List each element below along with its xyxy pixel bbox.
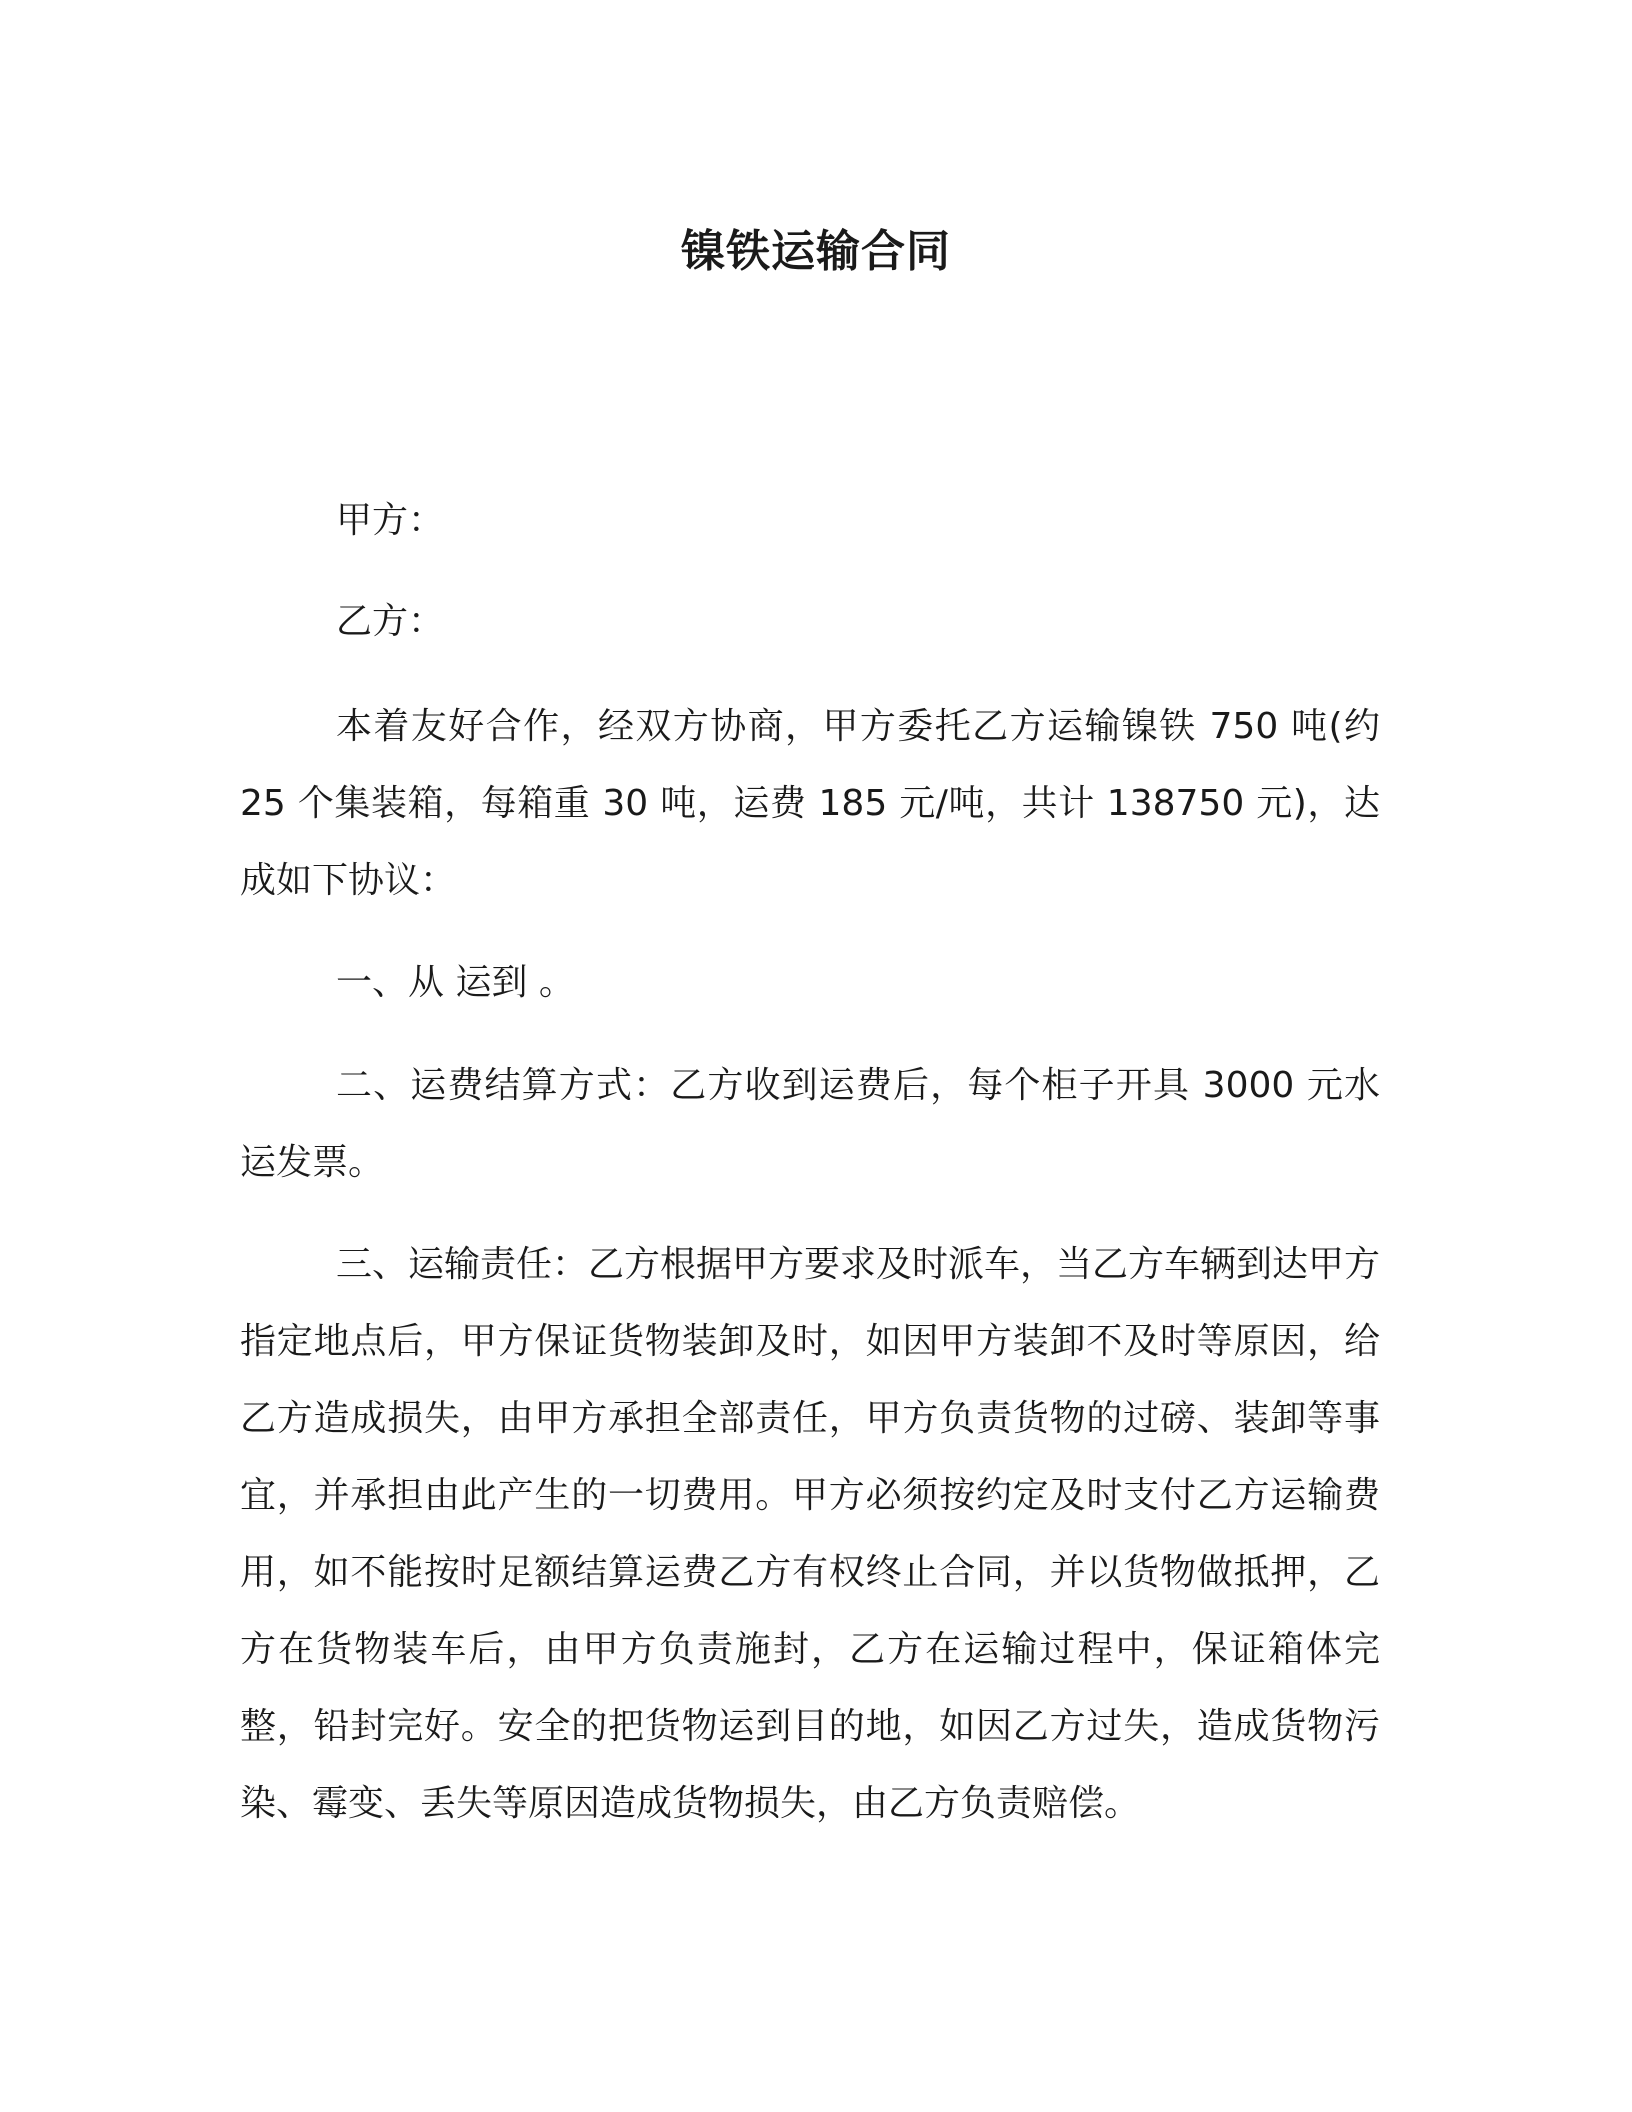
document-title: 镍铁运输合同 bbox=[681, 226, 951, 277]
clause-2: 二、运费结算方式：乙方收到运费后，每个柜子开具 3000 元水运发票。 bbox=[240, 1065, 1380, 1183]
clause-1: 一、从 运到 。 bbox=[336, 962, 575, 1003]
intro-paragraph: 本着友好合作，经双方协商，甲方委托乙方运输镍铁 750 吨(约 25 个集装箱，每箱重 30 吨，运费 185 元/吨，共计 138750 元)，达成如下协议： bbox=[240, 706, 1380, 901]
clause-3: 三、运输责任：乙方根据甲方要求及时派车，当乙方车辆到达甲方指定地点后，甲方保证货物装卸及时，如因甲方装卸不及时等原因，给乙方造成损失，由甲方承担全部责任，甲方负责货物的过磅、装卸等事宜，并承担由此产生的一切费用。甲方必须按约定及时支付乙方运输费用，如不能按时足额结算运费乙方有权终止合同，并以货物做抵押，乙方在货物装车后，由甲方负责施封，乙方在运输过程中，保证箱体完整，铅封完好。安全的把货物运到目的地，如因乙方过失，造成货物污染、霉变、丢失等原因造成货物损失，由乙方负责赔偿。 bbox=[240, 1244, 1381, 1824]
party-b-label: 乙方： bbox=[336, 601, 445, 642]
party-a-label: 甲方： bbox=[336, 500, 445, 541]
